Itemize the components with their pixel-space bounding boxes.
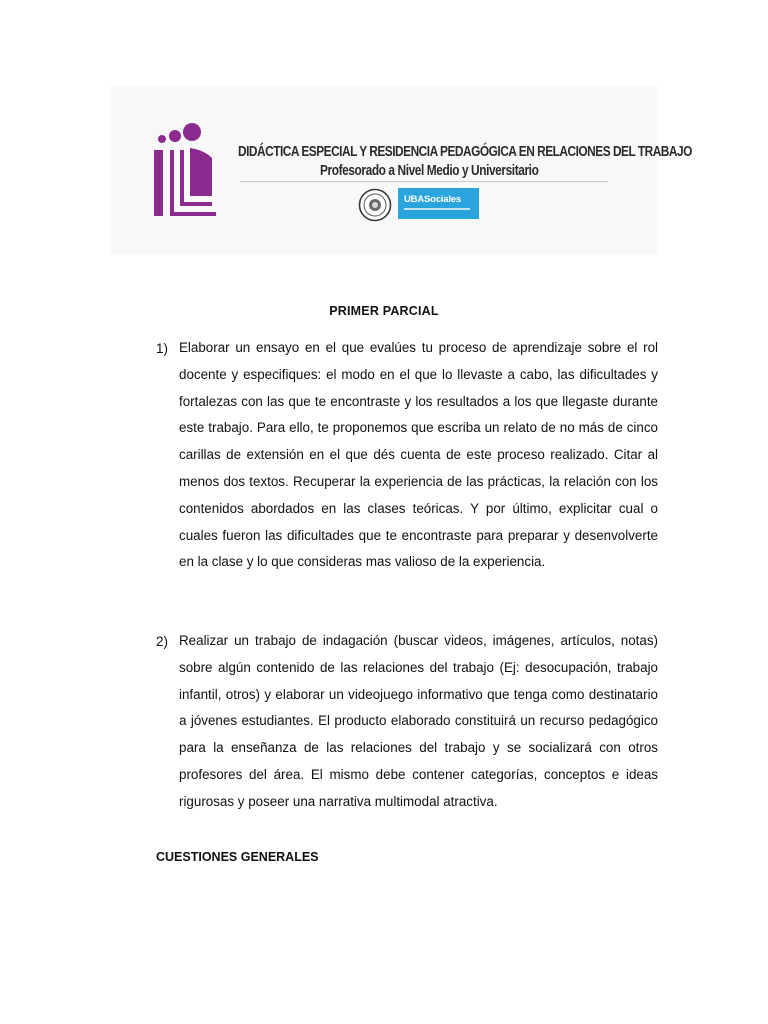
section-heading: CUESTIONES GENERALES (156, 850, 319, 864)
header-banner (110, 86, 692, 254)
list-item-number: 1) (156, 341, 168, 356)
uba-sociales-label: UBASociales (404, 194, 461, 205)
document-heading: PRIMER PARCIAL (329, 304, 439, 318)
header-divider (240, 181, 608, 182)
header-subtitle: Profesorado a Nivel Medio y Universitario (320, 163, 539, 179)
course-logo (150, 122, 220, 218)
university-seal-icon (358, 188, 392, 222)
list-item-text: Realizar un trabajo de indagación (buscar videos, imágenes, artículos, notas) sobre algún contenido de las relaciones del trabajo (Ej: desocupación, trabajo infantil, otros) y elaborar un videojuego informativo que tenga como destinatario a jóvenes estudiantes. El producto elaborado constituirá un recurso pedagógico para la enseñanza de las relaciones del trabajo y se socializará con otros profesores del área. El mismo debe contener categorías, conceptos e ideas rigurosas y poseer una narrativa multimodal atractiva. (179, 633, 658, 809)
list-item-number: 2) (156, 634, 168, 649)
uba-sociales-tagline (404, 208, 470, 210)
header-title: DIDÁCTICA ESPECIAL Y RESIDENCIA PEDAGÓGICA EN RELACIONES DEL TRABAJO (238, 144, 692, 160)
list-item-text: Elaborar un ensayo en el que evalúes tu proceso de aprendizaje sobre el rol docente y especifiques: el modo en el que lo llevaste a cabo, las dificultades y fortalezas con las que te encontraste y los resultados a los que llegaste durante este trabajo. Para ello, te proponemos que escriba un relato de no más de cinco carillas de extensión en el que dés cuenta de este proceso realizado. Citar al menos dos textos. Recuperar la experiencia de las prácticas, la relación con los contenidos abordados en las clases teóricas. Y por último, explicitar cual o cuales fueron las dificultades que te encontraste para preparar y desenvolverte en la clase y lo que consideras mas valioso de la experiencia. (179, 340, 658, 570)
uba-sociales-badge (398, 188, 479, 219)
